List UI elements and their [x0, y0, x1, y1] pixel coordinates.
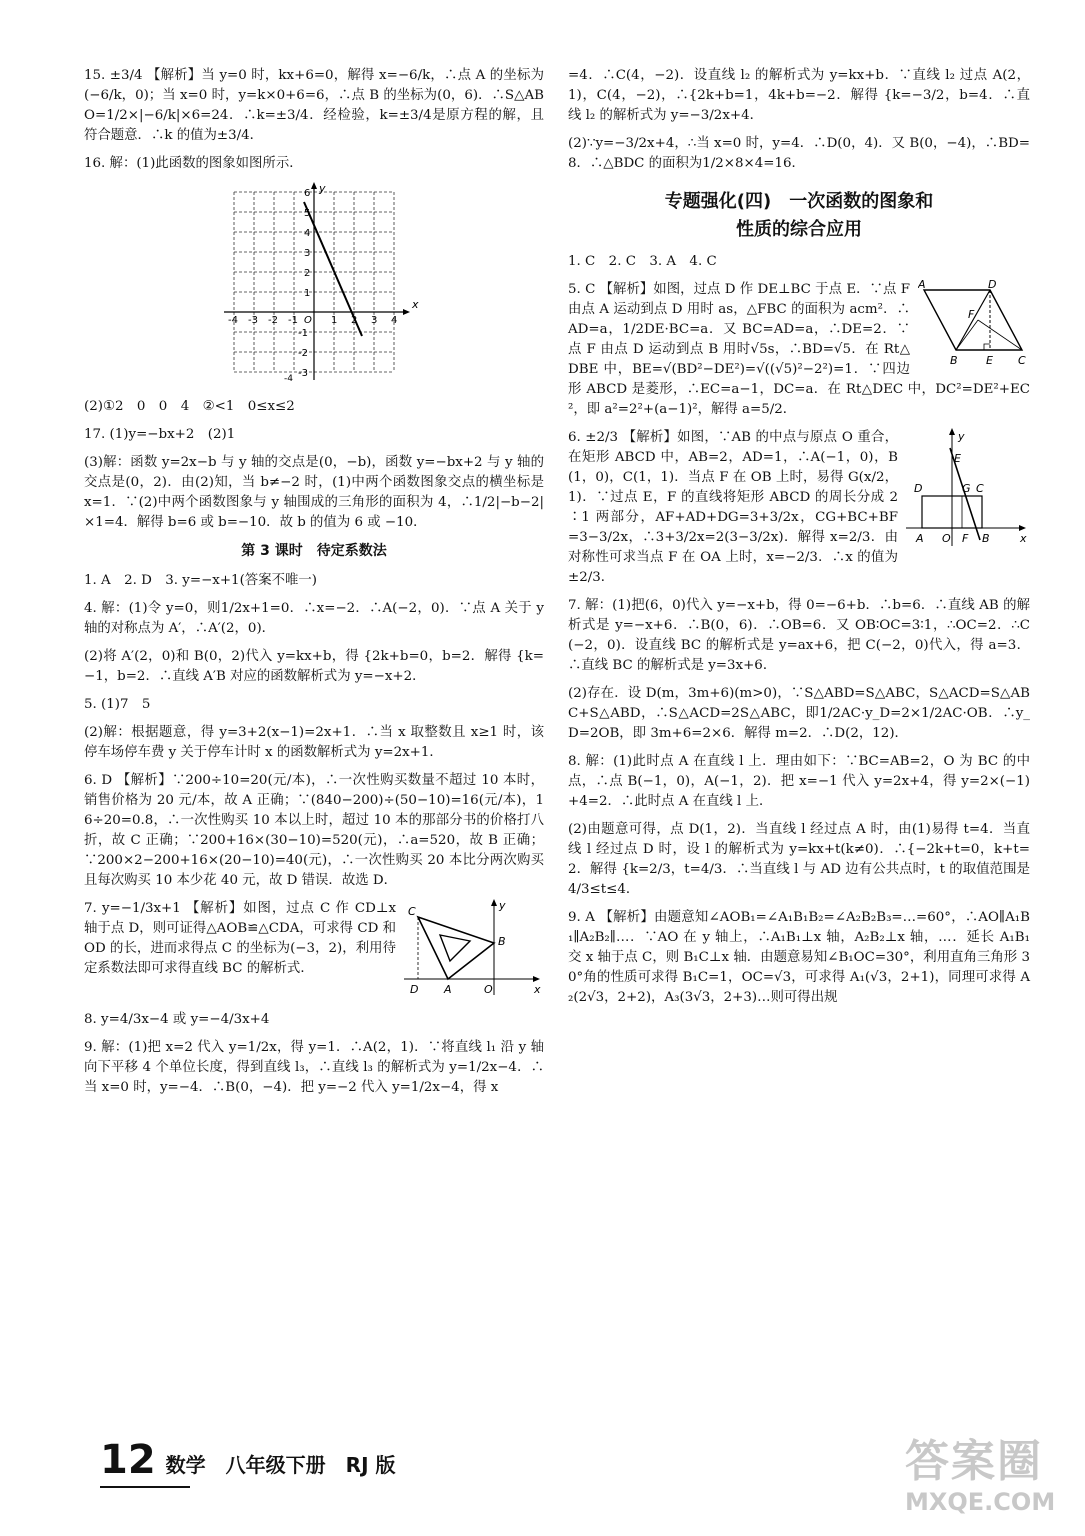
left-column — [84, 66, 544, 1106]
fig7-label-o: O — [484, 983, 493, 996]
watermark-logo — [905, 1436, 1075, 1526]
fig7-label-y: y — [499, 899, 506, 912]
q16-text: 16. 解：(1)此函数的图象如图所示． — [84, 156, 303, 171]
section-3-title: 第 3 课时 待定系数法 — [241, 543, 387, 559]
book-subject: 数学 八年级下册 RJ 版 — [165, 1453, 396, 1477]
fig16-xtick: -3 — [248, 315, 258, 326]
fig6-label-x: x — [1020, 532, 1027, 545]
fig16-xtick: -1 — [288, 315, 298, 326]
fig6-label-e: E — [954, 452, 961, 465]
fig16-xtick: -4 — [228, 315, 238, 326]
fig7-label-c: C — [408, 905, 416, 918]
fig16-origin: O — [304, 315, 312, 326]
fig5-rhombus — [918, 280, 1030, 373]
q16-part2: (2)①2 0 0 4 ②<1 0≤x≤2 — [84, 399, 295, 414]
fig16-xtick: -2 — [268, 315, 278, 326]
fig6-rectangle — [906, 428, 1030, 555]
topic-title-line2: 性质的综合应用 — [736, 219, 862, 240]
fig7-triangle — [404, 899, 544, 1006]
page-number: 12 — [100, 1437, 156, 1483]
watermark-text: 答案圈 — [905, 1436, 1043, 1487]
fig5-label-a: A — [918, 280, 926, 291]
topic-q9-text: 9. A 【解析】由题意知∠AOB₁=∠A₁B₁B₂=∠A₂B₂B₃=…=60°，∴AO∥A₁B₁∥A₂B₂∥…．∵AO 在 y 轴上，∴A₁B₁⊥x 轴，A₂B₂⊥x 轴，…．延长 A₁B₁ 交 x 轴于点 C，则 B₁C⊥x 轴．由题意易知∠B₁OC=30°，利用直角三角形 30°角的性质可求得 B₁C=1，OC=√3，可求得 A₁(√3，2+1)，同理可求得 A₂(2√3，2+2)，A₃(3√3，2+3)…则可得出规 — [568, 910, 1030, 1005]
topic-title — [568, 188, 1030, 244]
q9-part2: (2)∵y=−3/2x+4，∴当 x=0 时，y=4．∴D(0，4)．又 B(0，−4)，∴BD=8．∴△BDC 的面积为1/2×8×4=16． — [568, 136, 1030, 171]
fig16-x-label: x — [412, 298, 419, 311]
fig16-ytick: 4 — [304, 228, 311, 239]
fig16-ytick: 3 — [304, 248, 311, 259]
topic-q7-part2: (2)存在．设 D(m，3m+6)(m>0)，∵S△ABD=S△ABC，S△ACD=S△ABC+S△ABD，∴S△ACD=2S△ABC，即1/2AC·y_D=2×1/2AC·OB．∴y_D=2OB，即 3m+6=2×6．解得 m=2．∴D(2，12)． — [568, 686, 1030, 741]
fig16-y-label: y — [319, 182, 326, 195]
q9-continued: =4．∴C(4，−2)．设直线 l₂ 的解析式为 y=kx+b．∵直线 l₂ 过点 A(2，1)，C(4，−2)，∴{2k+b=1，4k+b=−2．解得 {k=−3/2，b=4．∴直线 l₂ 的解析式为 y=−3/2x+4． — [568, 68, 1030, 123]
q5-part1: 5. (1)7 5 — [84, 697, 151, 712]
footer-underline — [100, 1486, 190, 1488]
topic-q8-part1: 8. 解：(1)此时点 A 在直线 l 上．理由如下：∵BC=AB=2，O 为 BC 的中点，∴点 B(−1，0)，A(−1，2)．把 x=−1 代入 y=2x+4，得 y=2×(−1)+4=2．∴此时点 A 在直线 l 上． — [568, 754, 1030, 809]
topic-title-line1: 专题强化(四) 一次函数的图象和 — [664, 191, 934, 212]
fig6-label-b: B — [982, 532, 990, 545]
fig16-ytick: -4 — [284, 374, 293, 382]
topic-q1-4-answers: 1. C 2. C 3. A 4. C — [568, 254, 717, 269]
fig6-label-a: A — [916, 532, 924, 545]
q7-text: 7. y=−1/3x+1 【解析】如图，过点 C 作 CD⊥x 轴于点 D，则可证得△AOB≌△CDA，可求得 CD 和 OD 的长，进而求得点 C 的坐标为(−3，2)，利用待定系数法即可求得直线 BC 的解析式． — [84, 901, 396, 976]
topic-q6-text: 6. ±2/3 【解析】如图，∵AB 的中点与原点 O 重合，在矩形 ABCD 中，AB=2，AD=1，∴A(−1，0)，B(1，0)，C(1，1)．当点 F 在 OB 上时，易得 G(x/2，1)．∵过点 E，F 的直线将矩形 ABCD 的周长分成 2∶1 两部分，AF+AD+DG=3+3/2x，CG+BC+BF=3−3/2x，∴3+3/2x=2(3−3/2x)．解得 x=2/3．由对称性可求当点 F 在 OA 上时，x=−2/3．∴x 的值为±2/3． — [568, 430, 898, 585]
fig16-ytick: 6 — [304, 188, 311, 199]
fig16-xtick: 2 — [351, 315, 358, 326]
topic-q8-part2: (2)由题意可得，点 D(1，2)．当直线 l 经过点 A 时，由(1)易得 t=4．当直线 l 经过点 D 时，设 l 的解析式为 y=kx+t(k≠0)．∴{−2k+t=0，k+t=2．解得 {k=2/3，t=4/3．∴当直线 l 与 AD 边有公共点时，t 的取值范围是4/3≤t≤4． — [568, 822, 1030, 897]
q4-part2: (2)将 A′(2，0)和 B(0，2)代入 y=kx+b，得 {2k+b=0，b=2．解得 {k=−1，b=2．∴直线 A′B 对应的函数解析式为 y=−x+2． — [84, 649, 544, 684]
fig6-label-y: y — [958, 430, 965, 443]
page-footer — [100, 1437, 396, 1483]
fig7-label-b: B — [498, 935, 506, 948]
q8-text: 8. y=4/3x−4 或 y=−4/3x+4 — [84, 1012, 270, 1027]
fig5-label-b: B — [950, 354, 958, 366]
fig16-ytick: 1 — [304, 288, 311, 299]
fig6-label-f: F — [962, 532, 969, 545]
fig6-label-o: O — [942, 532, 951, 545]
q17-part1: 17. (1)y=−bx+2 (2)1 — [84, 427, 236, 442]
fig16-graph — [84, 182, 544, 389]
q6-text: 6. D 【解析】∵200÷10=20(元/本)，∴一次性购买数量不超过 10 本时，销售价格为 20 元/本，故 A 正确；∵(840−200)÷(50−10)=16(元/本)，16÷20=0.8，∴一次性购买 10 本以上时，超过 10 本的那部分书的价格打八折，故 C 正确；∵200+16×(30−10)=520(元)，∴a=520，故 B 正确；∵200×2−200+16×(20−10)=40(元)，∴一次性购买 20 本比分两次购买且每次购买 10 本少花 40 元，故 D 错误．故选 D． — [84, 773, 544, 888]
fig16-xtick: 4 — [391, 315, 398, 326]
fig16-ytick: -3 — [298, 368, 308, 379]
fig5-label-d: D — [988, 280, 997, 291]
fig16-xtick: 1 — [331, 315, 338, 326]
right-column — [568, 66, 1030, 1016]
fig7-label-d: D — [410, 983, 419, 996]
q1-3-answers: 1. A 2. D 3. y=−x+1(答案不唯一) — [84, 573, 317, 588]
fig16-ytick: 2 — [304, 268, 311, 279]
q15-text: 15. ±3/4 【解析】当 y=0 时，kx+6=0，解得 x=−6/k，∴点 A 的坐标为(−6/k，0)；当 x=0 时，y=k×0+6=6，∴点 B 的坐标为(0，6)．∴S△ABO=1/2×|−6/k|×6=24．∴k=±3/4．经检验，k=±3/4是原方程的解，且符合题意．∴k 的值为±3/4． — [84, 68, 544, 143]
fig7-label-x: x — [534, 983, 541, 996]
fig6-label-c: C — [976, 482, 984, 495]
fig5-label-c: C — [1018, 354, 1026, 366]
q4-part1: 4. 解：(1)令 y=0，则1/2x+1=0．∴x=−2．∴A(−2，0)．∵点 A 关于 y 轴的对称点为 A′，∴A′(2，0)． — [84, 601, 544, 636]
fig16-ytick: -2 — [298, 348, 308, 359]
q9-text: 9. 解：(1)把 x=2 代入 y=1/2x，得 y=1．∴A(2，1)．∵将直线 l₁ 沿 y 轴向下平移 4 个单位长度，得到直线 l₃，∴直线 l₃ 的解析式为 y=1/2x−4．∴当 x=0 时，y=−4．∴B(0，−4)．把 y=−2 代入 y=1/2x−4，得 x — [84, 1040, 544, 1095]
fig5-label-e: E — [986, 354, 993, 366]
watermark-url: MXQE.COM — [905, 1488, 1056, 1516]
fig6-label-d: D — [914, 482, 923, 495]
topic-q5-text: 5. C 【解析】如图，过点 D 作 DE⊥BC 于点 E．∵点 F 由点 A 运动到点 D 用时 as，△FBC 的面积为 acm²．∴AD=a，1/2DE·BC=a．又 BC=AD=a，∴DE=2．∵点 F 由点 D 运动到点 B 用时√5s，∴BD=√5．在 Rt△DBE 中，BE=√(BD²−DE²)=√((√5)²−2²)=1．∵四边形 ABCD 是菱形，∴EC=a−1，DC=a．在 Rt△DEC 中，DC²=DE²+EC²，即 a²=2²+(a−1)²，解得 a=5/2． — [568, 282, 1030, 417]
fig16-xtick: 3 — [371, 315, 378, 326]
fig16-ytick: -1 — [298, 328, 308, 339]
fig7-label-a: A — [444, 983, 452, 996]
fig16-ytick: 5 — [304, 208, 311, 219]
fig6-label-g: G — [962, 482, 971, 495]
fig5-label-f: F — [968, 308, 975, 321]
q5-part2: (2)解：根据题意，得 y=3+2(x−1)=2x+1．∴当 x 取整数且 x≥1 时，该停车场停车费 y 关于停车计时 x 的函数解析式为 y=2x+1． — [84, 725, 544, 760]
topic-q7-part1: 7. 解：(1)把(6，0)代入 y=−x+b，得 0=−6+b．∴b=6．∴直线 AB 的解析式是 y=−x+6．∴B(0，6)．∴OB=6．又 OB∶OC=3∶1，∴OC=2．∴C(−2，0)．设直线 BC 的解析式是 y=ax+6，把 C(−2，0)代入，得 a=3．∴直线 BC 的解析式是 y=3x+6． — [568, 598, 1030, 673]
q17-part3: (3)解：函数 y=2x−b 与 y 轴的交点是(0，−b)，函数 y=−bx+2 与 y 轴的交点是(0，2)．由(2)知，当 b≠−2 时，(1)中两个函数图象交点的横坐标是 x=1．∵(2)中两个函数图象与 y 轴围成的三角形的面积为 4，∴1/2|−b−2|×1=4．解得 b=6 或 b=−10．故 b 的值为 6 或 −10． — [84, 455, 544, 530]
